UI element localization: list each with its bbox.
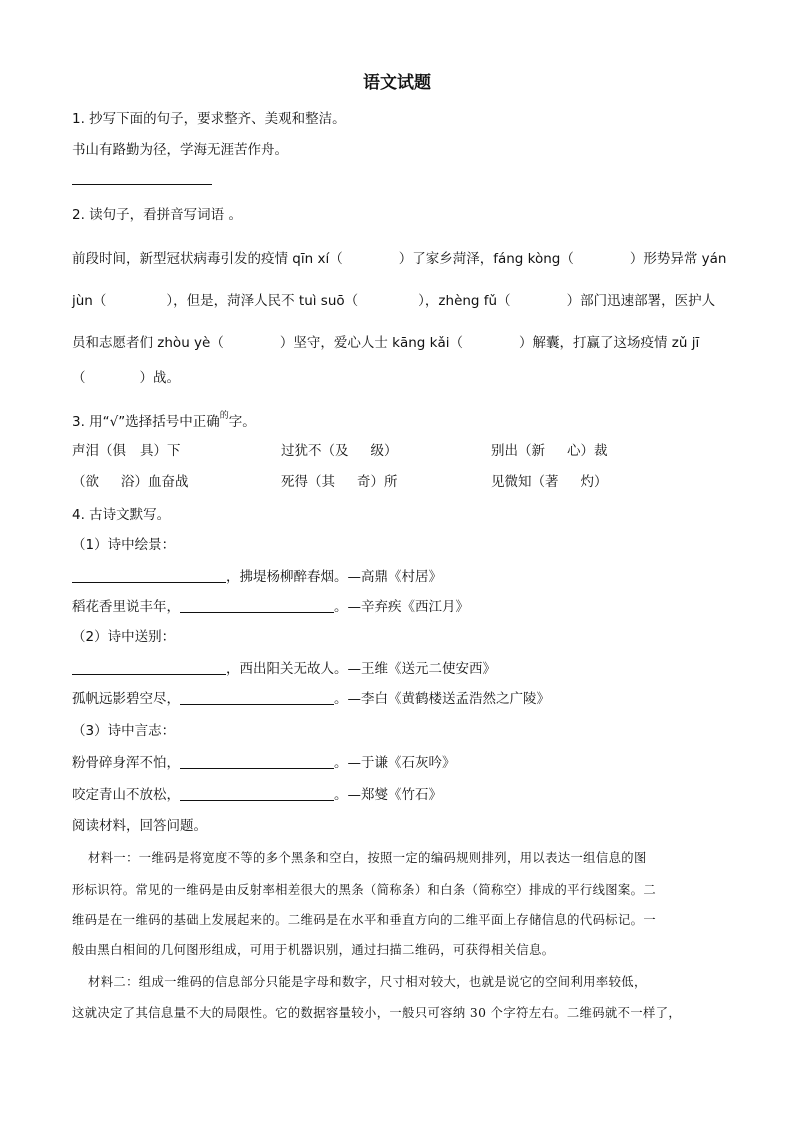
pinyin-text: ）了家乡菏泽，fáng kòng（: [398, 251, 574, 267]
question-2-line-2: [72, 291, 715, 311]
q3-item-2[interactable]: [281, 441, 398, 461]
question-1-sentence: 书山有路勤为径，学海无涯苦作舟。: [72, 142, 288, 158]
recitation-line: [72, 567, 442, 587]
option-text: 过犹不（及: [281, 443, 349, 459]
option-text: 具）下: [140, 443, 181, 459]
answer-blank[interactable]: [180, 786, 334, 801]
answer-blank[interactable]: [180, 754, 334, 769]
pinyin-text: ）解囊，打赢了这场疫情 zǔ jī: [518, 335, 700, 351]
line-text: 咬定青山不放松，: [72, 787, 180, 803]
pinyin-text: ）坚守，爱心人士 kāng kǎi（: [279, 335, 463, 351]
pinyin-text: ）战。: [139, 370, 180, 386]
question-1-prompt: 1. 抄写下面的句子，要求整齐、美观和整洁。: [72, 111, 346, 127]
line-text: 。—郑燮《竹石》: [334, 787, 442, 803]
q3-item-1[interactable]: [72, 441, 181, 461]
reading-paragraph-line: 维码是在一维码的基础上发展起来的。二维码是在水平和垂直方向的二维平面上存储信息的代码标记。一: [72, 913, 657, 927]
q3-item-3[interactable]: [491, 441, 608, 461]
reading-paragraph-line: 材料一：一维码是将宽度不等的多个黑条和空白，按照一定的编码规则排列，用以表达一组信息的图: [88, 851, 647, 865]
section-heading: （3）诗中言志：: [72, 723, 176, 739]
question-2-line-1: [72, 249, 726, 269]
recitation-line: [72, 753, 456, 773]
question-1-answer-blank[interactable]: [72, 169, 212, 189]
line-text: 孤帆远影碧空尽，: [72, 691, 180, 707]
question-2-line-4: [72, 368, 180, 388]
pinyin-text: （: [72, 370, 86, 386]
recitation-line: [72, 597, 469, 617]
question-2-line-3: [72, 333, 699, 353]
reading-paragraph-line: 形标识符。常见的一维码是由反射率相差很大的黑条（简称条）和白条（简称空）排成的平行线图案。二: [72, 883, 657, 897]
prompt-small-char: 的: [219, 411, 229, 421]
q3-item-5[interactable]: [281, 472, 398, 492]
page-title: 语文试题: [363, 73, 431, 93]
pinyin-text: 员和志愿者们 zhòu yè（: [72, 335, 224, 351]
pinyin-text: ），但是，菏泽人民不 tuì suō（: [166, 293, 359, 309]
reading-paragraph-line: 这就决定了其信息量不大的局限性。它的数据容量较小，一般只可容纳 30 个字符左右。二维码就不一样了，: [72, 1006, 682, 1020]
recitation-line: [72, 689, 550, 709]
option-text: （欲: [72, 474, 99, 490]
option-text: 灼）: [580, 474, 608, 490]
line-text: ，西出阳关无故人。—王维《送元二使安西》: [226, 661, 496, 677]
pinyin-text: 前段时间，新型冠状病毒引发的疫情 qīn xí（: [72, 251, 343, 267]
reading-paragraph-line: 材料二：组成一维码的信息部分只能是字母和数字，尺寸相对较大，也就是说它的空间利用率较低，: [88, 975, 647, 989]
option-text: 死得（其: [281, 474, 335, 490]
pinyin-text: jùn（: [72, 293, 107, 309]
section-heading: （1）诗中绘景：: [72, 537, 176, 553]
question-3-prompt: [72, 406, 256, 432]
q3-item-6[interactable]: [491, 472, 608, 492]
line-text: 粉骨碎身浑不怕，: [72, 755, 180, 771]
pinyin-text: ）部门迅速部署，医护人: [566, 293, 716, 309]
section-heading: （2）诗中送别：: [72, 629, 176, 645]
answer-blank[interactable]: [180, 598, 334, 613]
line-text: 。—李白《黄鹤楼送孟浩然之广陵》: [334, 691, 550, 707]
option-text: 见微知（著: [491, 474, 559, 490]
q3-item-4[interactable]: [72, 472, 189, 492]
question-2-prompt: 2. 读句子，看拼音写词语 。: [72, 207, 242, 223]
option-text: 别出（新: [491, 443, 545, 459]
line-text: 稻花香里说丰年，: [72, 599, 180, 615]
question-4-prompt: 4. 古诗文默写。: [72, 507, 171, 523]
answer-blank[interactable]: [72, 660, 226, 675]
pinyin-text: ）形势异常 yán: [629, 251, 727, 267]
line-text: 。—辛弃疾《西江月》: [334, 599, 469, 615]
recitation-line: [72, 785, 442, 805]
answer-blank[interactable]: [72, 568, 226, 583]
option-text: 心）裁: [567, 443, 608, 459]
reading-intro: 阅读材料，回答问题。: [72, 818, 207, 834]
line-text: ，拂堤杨柳醉春烟。—高鼎《村居》: [226, 569, 442, 585]
option-text: 级）: [370, 443, 398, 459]
option-text: 奇）所: [357, 474, 398, 490]
option-text: 声泪（俱: [72, 443, 126, 459]
answer-blank[interactable]: [180, 690, 334, 705]
reading-paragraph-line: 般由黑白相间的几何图形组成，可用于机器识别，通过扫描二维码，可获得相关信息。: [72, 943, 555, 957]
pinyin-text: ），zhèng fǔ（: [418, 293, 511, 309]
line-text: 。—于谦《石灰吟》: [334, 755, 456, 771]
prompt-text: 字。: [228, 414, 256, 430]
prompt-text: 3. 用“√”选择括号中正确: [72, 414, 220, 430]
recitation-line: [72, 659, 496, 679]
option-text: 浴）血奋战: [121, 474, 189, 490]
